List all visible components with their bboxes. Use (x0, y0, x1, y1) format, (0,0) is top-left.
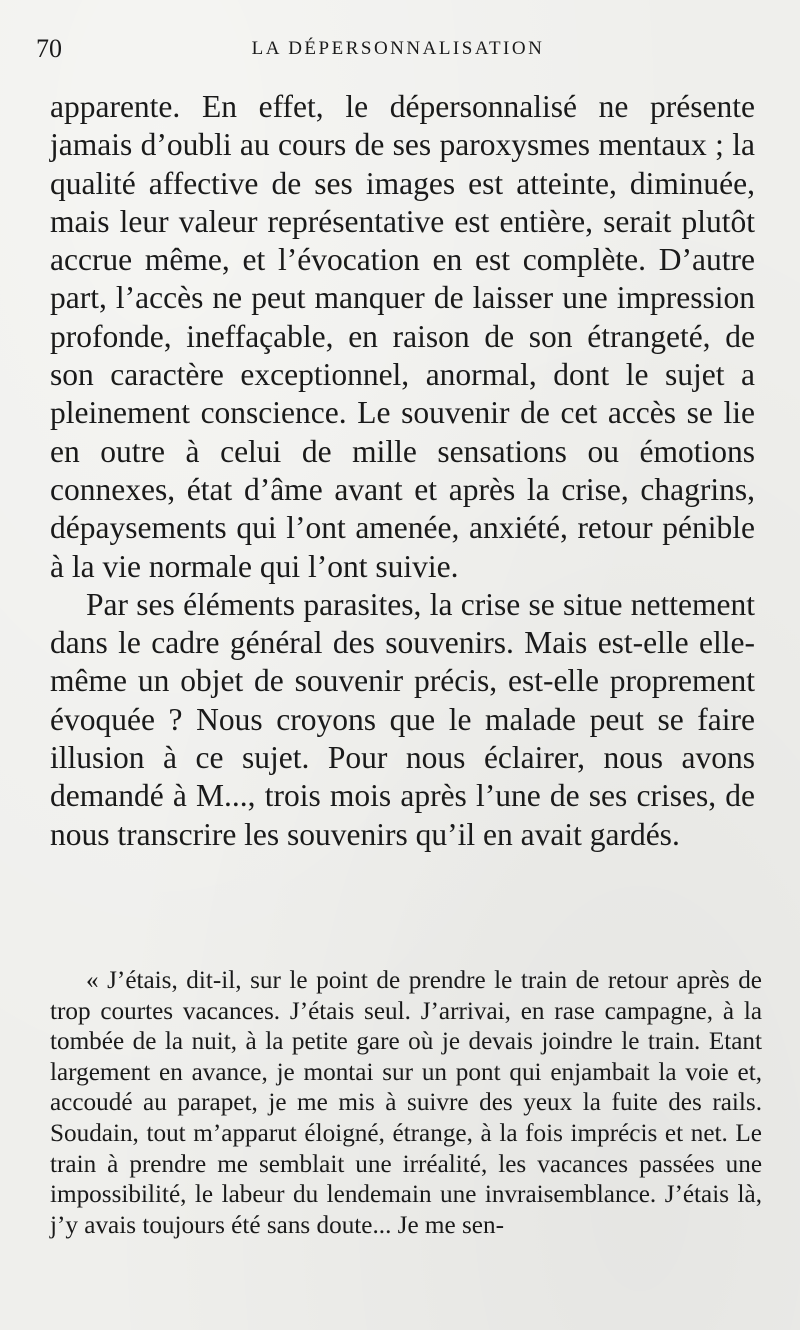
page-number: 70 (36, 34, 62, 63)
paragraph: Par ses éléments parasites, la crise se situe nettement dans le cadre général des souvenirs. Mais est-elle elle-même un objet de souvenir précis, est-elle proprement évoquée ? Nous croyons que le malade peut se faire illusion à ce sujet. Pour nous éclairer, nous avons demandé à M..., trois mois après l’une de ses crises, de nous transcrire les souvenirs qu’il en avait gardés. (50, 586, 755, 852)
main-text (50, 88, 755, 854)
running-title: LA DÉPERSONNALISATION (251, 38, 545, 59)
quote-text: « J’étais, dit-il, sur le point de prendre le train de retour après de trop courtes vacances. J’étais seul. J’arrivai, en rase campagne, à la tombée de la nuit, à la petite gare où je devais joindre le train. Etant largement en avance, je montai sur un pont qui enjambait la voie et, accoudé au parapet, je me mis à suivre des yeux la fuite des rails. Soudain, tout m’apparut éloigné, étrange, à la fois imprécis et net. Le train à prendre me semblait une irréalité, les vacances passées une impossibilité, le labeur du lendemain une invraisemblance. J’étais là, j’y avais toujours été sans doute... Je me sen- (50, 967, 762, 1239)
running-head (36, 34, 760, 74)
paragraph-continued: apparente. En effet, le dépersonnalisé ne présente jamais d’oubli au cours de ses paroxysmes mentaux ; la qualité affective de ses images est atteinte, diminuée, mais leur valeur représentative est entière, serait plutôt accrue même, et l’évocation en est complète. D’autre part, l’accès ne peut manquer de laisser une impression profonde, ineffaçable, en raison de son étrangeté, de son caractère exceptionnel, anormal, dont le sujet a pleinement conscience. Le souvenir de cet accès se lie en outre à celui de mille sensations ou émotions connexes, état d’âme avant et après la crise, chagrins, dépaysements qui l’ont amenée, anxiété, retour pénible à la vie normale qui l’ont suivie. (50, 89, 755, 584)
block-quote (50, 966, 762, 1241)
